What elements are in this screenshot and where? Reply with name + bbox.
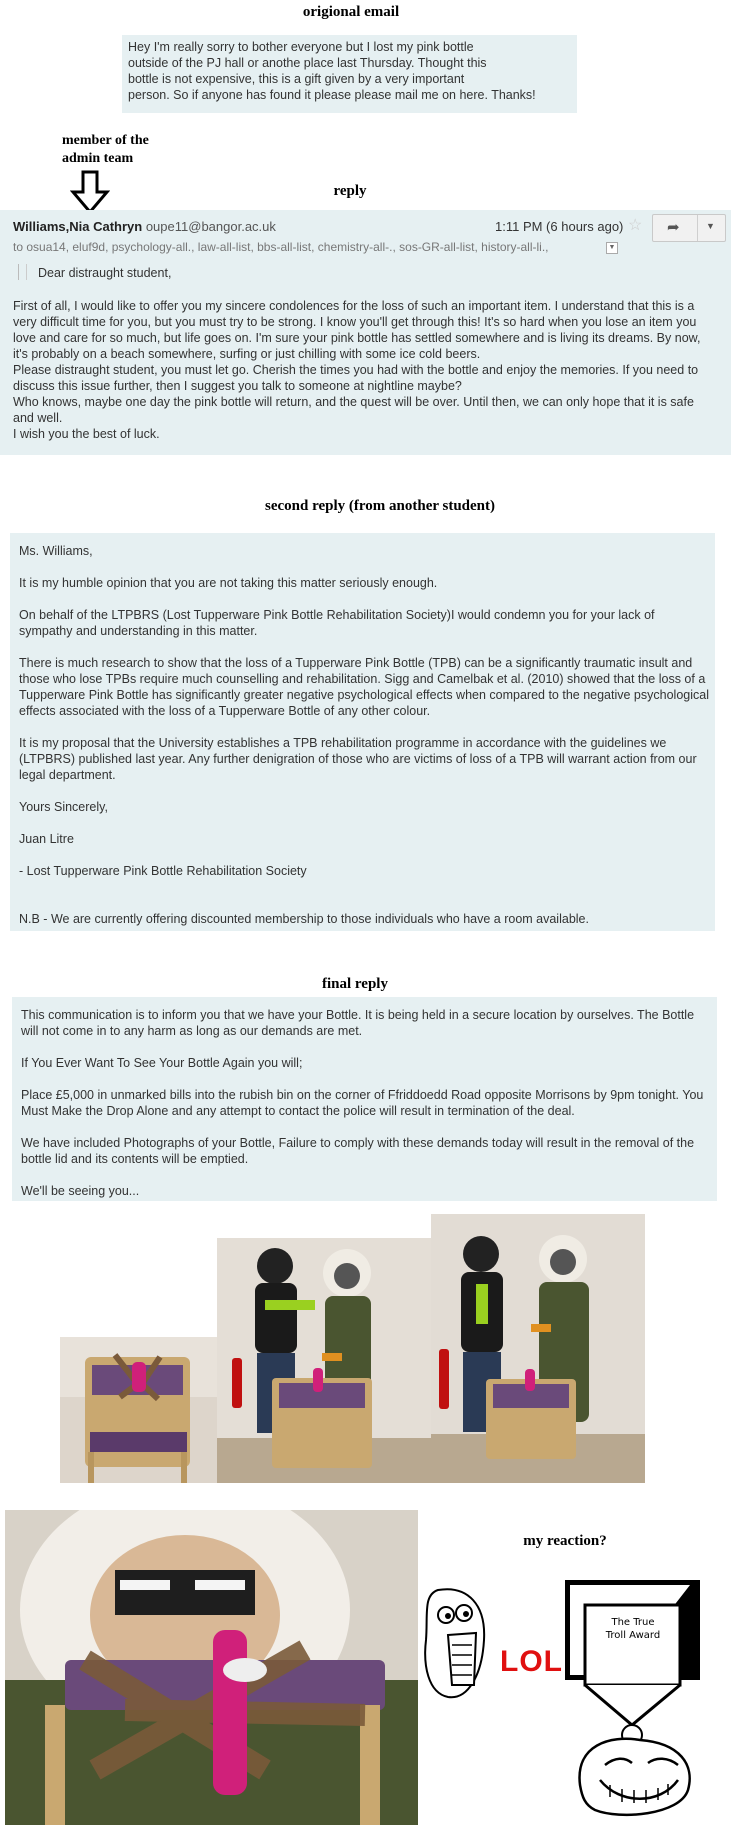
reply-body <box>13 298 713 442</box>
final-reply-paragraph: We'll be seeing you... <box>21 1184 140 1198</box>
reply-salutation: Dear distraught student, <box>38 266 172 280</box>
second-reply-paragraph: On behalf of the LTPBRS (Lost Tupperware Pink Bottle Rehabilitation Society)I would condemn you for your lack of sympathy and understanding in this matter. <box>19 608 655 638</box>
original-email-line: Hey I'm really sorry to bother everyone but I lost my pink bottle <box>128 40 474 54</box>
reply-time: 1:11 PM (6 hours ago) <box>495 219 624 234</box>
original-email-line: bottle is not expensive, this is a gift given by a very important <box>128 72 465 86</box>
sender-name: Williams,Nia Cathryn <box>13 219 143 234</box>
award-line: Troll Award <box>605 1630 661 1641</box>
down-arrow-icon <box>70 170 110 214</box>
reply-heading: reply <box>333 183 367 199</box>
second-reply-paragraph: N.B - We are currently offering discounted membership to those individuals who have a room available. <box>19 912 589 926</box>
second-reply-paragraph: Ms. Williams, <box>19 544 93 558</box>
reply-button[interactable] <box>652 214 726 242</box>
award-text <box>588 1616 678 1642</box>
reply-icon: ➦ <box>667 219 680 236</box>
second-reply-paragraph: Yours Sincerely, <box>19 800 108 814</box>
quote-bar <box>26 264 27 280</box>
original-email-line: outside of the PJ hall or anothe place last Thursday. Thought this <box>128 56 487 70</box>
second-reply-heading: second reply (from another student) <box>265 498 495 514</box>
second-reply-body <box>19 543 709 943</box>
chevron-down-icon: ▼ <box>706 221 715 231</box>
final-reply-paragraph: If You Ever Want To See Your Bottle Again you will; <box>21 1056 303 1070</box>
lol-text: LOL <box>500 1645 563 1678</box>
award-line: The True <box>611 1617 655 1628</box>
final-reply-heading: final reply <box>322 976 388 992</box>
second-reply-paragraph: - Lost Tupperware Pink Bottle Rehabilitation Society <box>19 864 307 878</box>
hostage-bottle-photo <box>5 1510 418 1825</box>
kidnappers-photo-1 <box>217 1238 431 1483</box>
reply-paragraph: I wish you the best of luck. <box>13 427 160 441</box>
reply-paragraph: First of all, I would like to offer you my sincere condolences for the loss of such an important item. I understand that this is a very difficult time for you, but you must try to be strong. I know you'll get through this! It's so hard when you lose an item you love and care for so much, but life goes on. I'm sure your pink bottle has settled somewhere and is living its dreams. By now, it's probably on a beach somewhere, surfing or just chilling with some ice cold beers. <box>13 299 701 361</box>
chair-bottle-photo <box>60 1337 217 1483</box>
admin-team-label: member of the admin team <box>62 133 149 166</box>
recipients-list: to osua14, eluf9d, psychology-all., law-all-list, bbs-all-list, chemistry-all-., sos-GR-all-list, history-all-li., <box>13 240 549 254</box>
original-email-line: person. So if anyone has found it please please mail me on here. Thanks! <box>128 88 536 102</box>
lol-face-icon <box>418 1585 493 1705</box>
reply-paragraph: Who knows, maybe one day the pink bottle will return, and the quest will be over. Until then, we can only hope that it is safe and well. <box>13 395 694 425</box>
original-email-heading: origional email <box>302 4 400 20</box>
final-reply-paragraph: We have included Photographs of your Bottle, Failure to comply with these demands today will result in the removal of the bottle lid and its contents will be emptied. <box>21 1136 695 1166</box>
second-reply-paragraph: It is my proposal that the University establishes a TPB rehabilitation programme in accordance with the guidelines we (LTPBRS) published last year. Any further denigration of those who are victims of loss of a TPB will warrant action from our legal department. <box>19 736 697 782</box>
show-details-toggle[interactable]: ▼ <box>606 242 618 254</box>
kidnappers-photo-2 <box>431 1214 645 1483</box>
second-reply-paragraph: Juan Litre <box>19 832 74 846</box>
star-icon[interactable]: ☆ <box>628 217 643 234</box>
final-reply-paragraph: This communication is to inform you that we have your Bottle. It is being held in a secure location by ourselves. The Bottle will not come in to any harm as long as our demands are met. <box>21 1008 695 1038</box>
final-reply-body <box>21 1007 711 1215</box>
original-email-box <box>122 35 577 113</box>
sender-email: oupe11@bangor.ac.uk <box>145 219 276 234</box>
second-reply-paragraph: It is my humble opinion that you are not taking this matter seriously enough. <box>19 576 438 590</box>
second-reply-paragraph: There is much research to show that the loss of a Tupperware Pink Bottle (TPB) can be a significantly traumatic insult and those who lose TPBs require much counselling and rehabilitation. Sigg and Camelbak et al. (2010) showed that the loss of a Tupperware Pink Bottle has significantly greater negative psychological effects when compared to the negative psychological effects associated with the loss of a Tupperware Bottle of any other colour. <box>19 656 709 718</box>
final-reply-paragraph: Place £5,000 in unmarked bills into the rubish bin on the corner of Ffriddoedd Road opposite Morrisons by 9pm tonight. You Must Make the Drop Alone and any attempt to contact the police will result in termination of the deal. <box>21 1088 704 1118</box>
reaction-heading: my reaction? <box>523 1533 607 1549</box>
quote-bar <box>18 264 19 280</box>
reply-sender[interactable] <box>13 219 276 234</box>
reply-paragraph: Please distraught student, you must let go. Cherish the times you had with the bottle and enjoy the memories. If you need to discuss this issue further, then I suggest you talk to someone at nightline maybe? <box>13 363 699 393</box>
troll-award-icon <box>560 1575 705 1825</box>
